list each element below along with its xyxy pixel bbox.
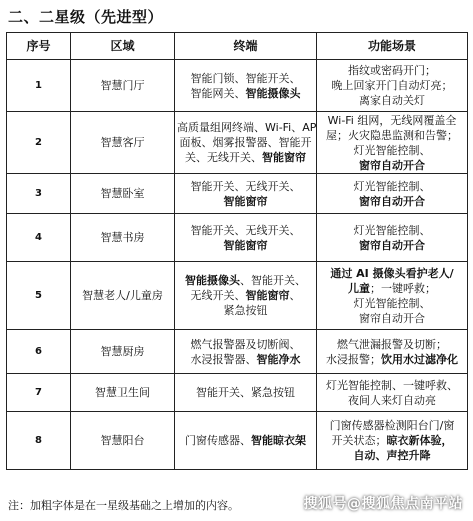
row-scene-cell <box>317 214 468 262</box>
bold-text-segment: 窗帘自动开合 <box>359 238 425 252</box>
row-number-cell: 1 <box>7 60 71 112</box>
scene-text-line <box>319 281 465 296</box>
text-segment: 灯光智能控制、 <box>353 143 431 157</box>
text-segment: 指纹或密码开门； <box>348 64 436 77</box>
row-terminal-cell <box>175 214 317 262</box>
row-terminal-cell <box>175 374 317 412</box>
table-row <box>7 374 468 412</box>
bold-text-segment: 智能窗帘 <box>223 238 268 252</box>
terminal-text-line <box>177 86 314 101</box>
scene-text-line <box>319 393 465 408</box>
text-segment: 灯光智能控制、 <box>353 179 431 193</box>
terminal-text-line <box>177 179 314 194</box>
row-scene-cell <box>317 112 468 174</box>
bold-text-segment: 自动、声控升降 <box>353 449 431 462</box>
terminal-text-line <box>177 238 314 253</box>
terminal-text-line <box>177 273 314 288</box>
text-segment: Wi-Fi 组网，无线网覆盖全 <box>327 113 457 127</box>
row-number-cell: 5 <box>7 262 71 330</box>
section-title: 二、二星级（先进型） <box>8 8 164 26</box>
watermark-text: 搜狐号@搜狐焦点南平站 <box>303 496 463 512</box>
row-scene-cell <box>317 412 468 470</box>
bold-text-segment: 智能窗帘 <box>245 289 290 302</box>
text-segment: 窗帘自动开合 <box>359 311 425 325</box>
terminal-text-line <box>177 385 314 400</box>
row-area-cell: 智慧厨房 <box>71 330 175 374</box>
row-number-cell: 6 <box>7 330 71 374</box>
scene-text-line <box>319 63 465 78</box>
text-segment: 水浸报警； <box>326 352 381 366</box>
text-segment: 燃气报警器及切断阀、 <box>190 337 301 351</box>
row-scene-cell <box>317 262 468 330</box>
text-segment: 灯光智能控制、 <box>353 296 431 310</box>
terminal-text-line <box>177 288 314 303</box>
terminal-text-line <box>177 223 314 238</box>
scene-text-line <box>319 266 465 281</box>
scene-text-line <box>319 296 465 311</box>
row-area-cell: 智慧客厅 <box>71 112 175 174</box>
terminal-text-line <box>177 433 314 448</box>
row-number-cell: 7 <box>7 374 71 412</box>
row-area-cell: 智慧门厅 <box>71 60 175 112</box>
text-segment: 离家自动关灯 <box>359 94 425 107</box>
scene-text-line <box>319 93 465 108</box>
row-number-cell: 2 <box>7 112 71 174</box>
scene-text-line <box>319 128 465 143</box>
bold-text-segment: 窗帘自动开合 <box>359 194 425 208</box>
table-row <box>7 60 468 112</box>
row-scene-cell <box>317 174 468 214</box>
scene-text-line <box>319 378 465 393</box>
table-row <box>7 412 468 470</box>
bold-text-segment: 晾衣新体验， <box>386 434 453 447</box>
scene-text-line <box>319 311 465 326</box>
text-segment: 、智能开关、 <box>240 274 306 287</box>
row-scene-cell <box>317 330 468 374</box>
bold-text-segment: 智能净水 <box>256 352 301 366</box>
row-scene-cell <box>317 60 468 112</box>
row-scene-cell <box>317 374 468 412</box>
terminal-text-line <box>177 337 314 352</box>
row-terminal-cell <box>175 262 317 330</box>
bold-text-segment: 智能摄像头 <box>245 86 301 100</box>
text-segment: 灯光智能控制、一键呼救、 <box>326 378 458 392</box>
scene-text-line <box>319 223 465 238</box>
row-number-cell: 4 <box>7 214 71 262</box>
text-segment: 智能门锁、智能开关、 <box>190 71 301 85</box>
bold-text-segment: 饮用水过滤净化 <box>381 352 458 366</box>
text-segment: 智能网关、 <box>190 86 246 100</box>
row-number-cell: 3 <box>7 174 71 214</box>
table-row <box>7 214 468 262</box>
text-segment: 屋；火灾隐患监测和告警； <box>326 128 458 142</box>
bold-text-segment: 智能晾衣架 <box>251 434 306 447</box>
feature-table <box>6 32 468 470</box>
scene-text-line <box>319 194 465 209</box>
scene-text-line <box>319 418 465 433</box>
bold-text-segment: 通过 AI 摄像头看护老人/ <box>330 266 454 280</box>
text-segment: 夜间人来灯自动亮 <box>348 393 436 407</box>
text-segment: 开关状态； <box>331 434 387 447</box>
scene-text-line <box>319 143 465 158</box>
text-segment: ；一键呼救； <box>370 281 436 295</box>
terminal-text-line <box>177 71 314 86</box>
terminal-text-line <box>177 303 314 318</box>
bold-text-segment: 窗帘自动开合 <box>359 158 425 172</box>
table-row <box>7 330 468 374</box>
bold-text-segment: 智能窗帘 <box>262 151 306 164</box>
row-terminal-cell <box>175 330 317 374</box>
bold-text-segment: 儿童 <box>348 281 370 295</box>
text-segment: 门窗传感器检测阳台门/窗 <box>329 419 455 432</box>
footnote: 注：加粗字体是在一星级基础之上增加的内容。 <box>8 499 239 512</box>
bold-text-segment: 智能摄像头 <box>185 274 240 287</box>
table-header-row <box>7 33 468 60</box>
row-area-cell: 智慧卫生间 <box>71 374 175 412</box>
terminal-text-line <box>177 194 314 209</box>
scene-text-line <box>319 448 465 463</box>
row-terminal-cell <box>175 412 317 470</box>
table-row <box>7 112 468 174</box>
header-terminal: 终端 <box>175 33 317 60</box>
terminal-text-line <box>177 150 314 165</box>
scene-text-line <box>319 113 465 128</box>
header-number: 序号 <box>7 33 71 60</box>
table-row <box>7 262 468 330</box>
row-area-cell: 智慧阳台 <box>71 412 175 470</box>
row-area-cell: 智慧老人/儿童房 <box>71 262 175 330</box>
scene-text-line <box>319 352 465 367</box>
row-terminal-cell <box>175 174 317 214</box>
terminal-text-line <box>177 135 314 150</box>
row-area-cell: 智慧书房 <box>71 214 175 262</box>
scene-text-line <box>319 238 465 253</box>
text-segment: 门窗传感器、 <box>185 434 251 447</box>
row-terminal-cell <box>175 60 317 112</box>
header-scene: 功能场景 <box>317 33 468 60</box>
text-segment: 智能开关、无线开关、 <box>190 179 301 193</box>
text-segment: 高质量组网终端、Wi-Fi、AP <box>177 121 317 134</box>
scene-text-line <box>319 78 465 93</box>
text-segment: 晚上回家开门自动灯亮； <box>331 79 453 92</box>
text-segment: 无线开关、 <box>190 289 246 302</box>
scene-text-line <box>319 158 465 173</box>
terminal-text-line <box>177 352 314 367</box>
text-segment: 燃气泄漏报警及切断； <box>337 337 447 351</box>
text-segment: 、 <box>289 289 301 302</box>
scene-text-line <box>319 337 465 352</box>
text-segment: 智能开关、紧急按钮 <box>196 386 295 399</box>
text-segment: 智能开关、无线开关、 <box>190 223 301 237</box>
scene-text-line <box>319 433 465 448</box>
row-terminal-cell <box>175 112 317 174</box>
text-segment: 面板、烟雾报警器、智能开 <box>179 136 312 149</box>
table-row <box>7 174 468 214</box>
text-segment: 关、无线开关、 <box>185 151 262 164</box>
terminal-text-line <box>177 120 317 135</box>
table-body <box>7 60 468 470</box>
header-area: 区域 <box>71 33 175 60</box>
row-number-cell: 8 <box>7 412 71 470</box>
bold-text-segment: 智能窗帘 <box>223 194 268 208</box>
text-segment: 灯光智能控制、 <box>353 223 431 237</box>
scene-text-line <box>319 179 465 194</box>
text-segment: 水浸报警器、 <box>190 352 257 366</box>
text-segment: 紧急按钮 <box>223 304 268 317</box>
row-area-cell: 智慧卧室 <box>71 174 175 214</box>
